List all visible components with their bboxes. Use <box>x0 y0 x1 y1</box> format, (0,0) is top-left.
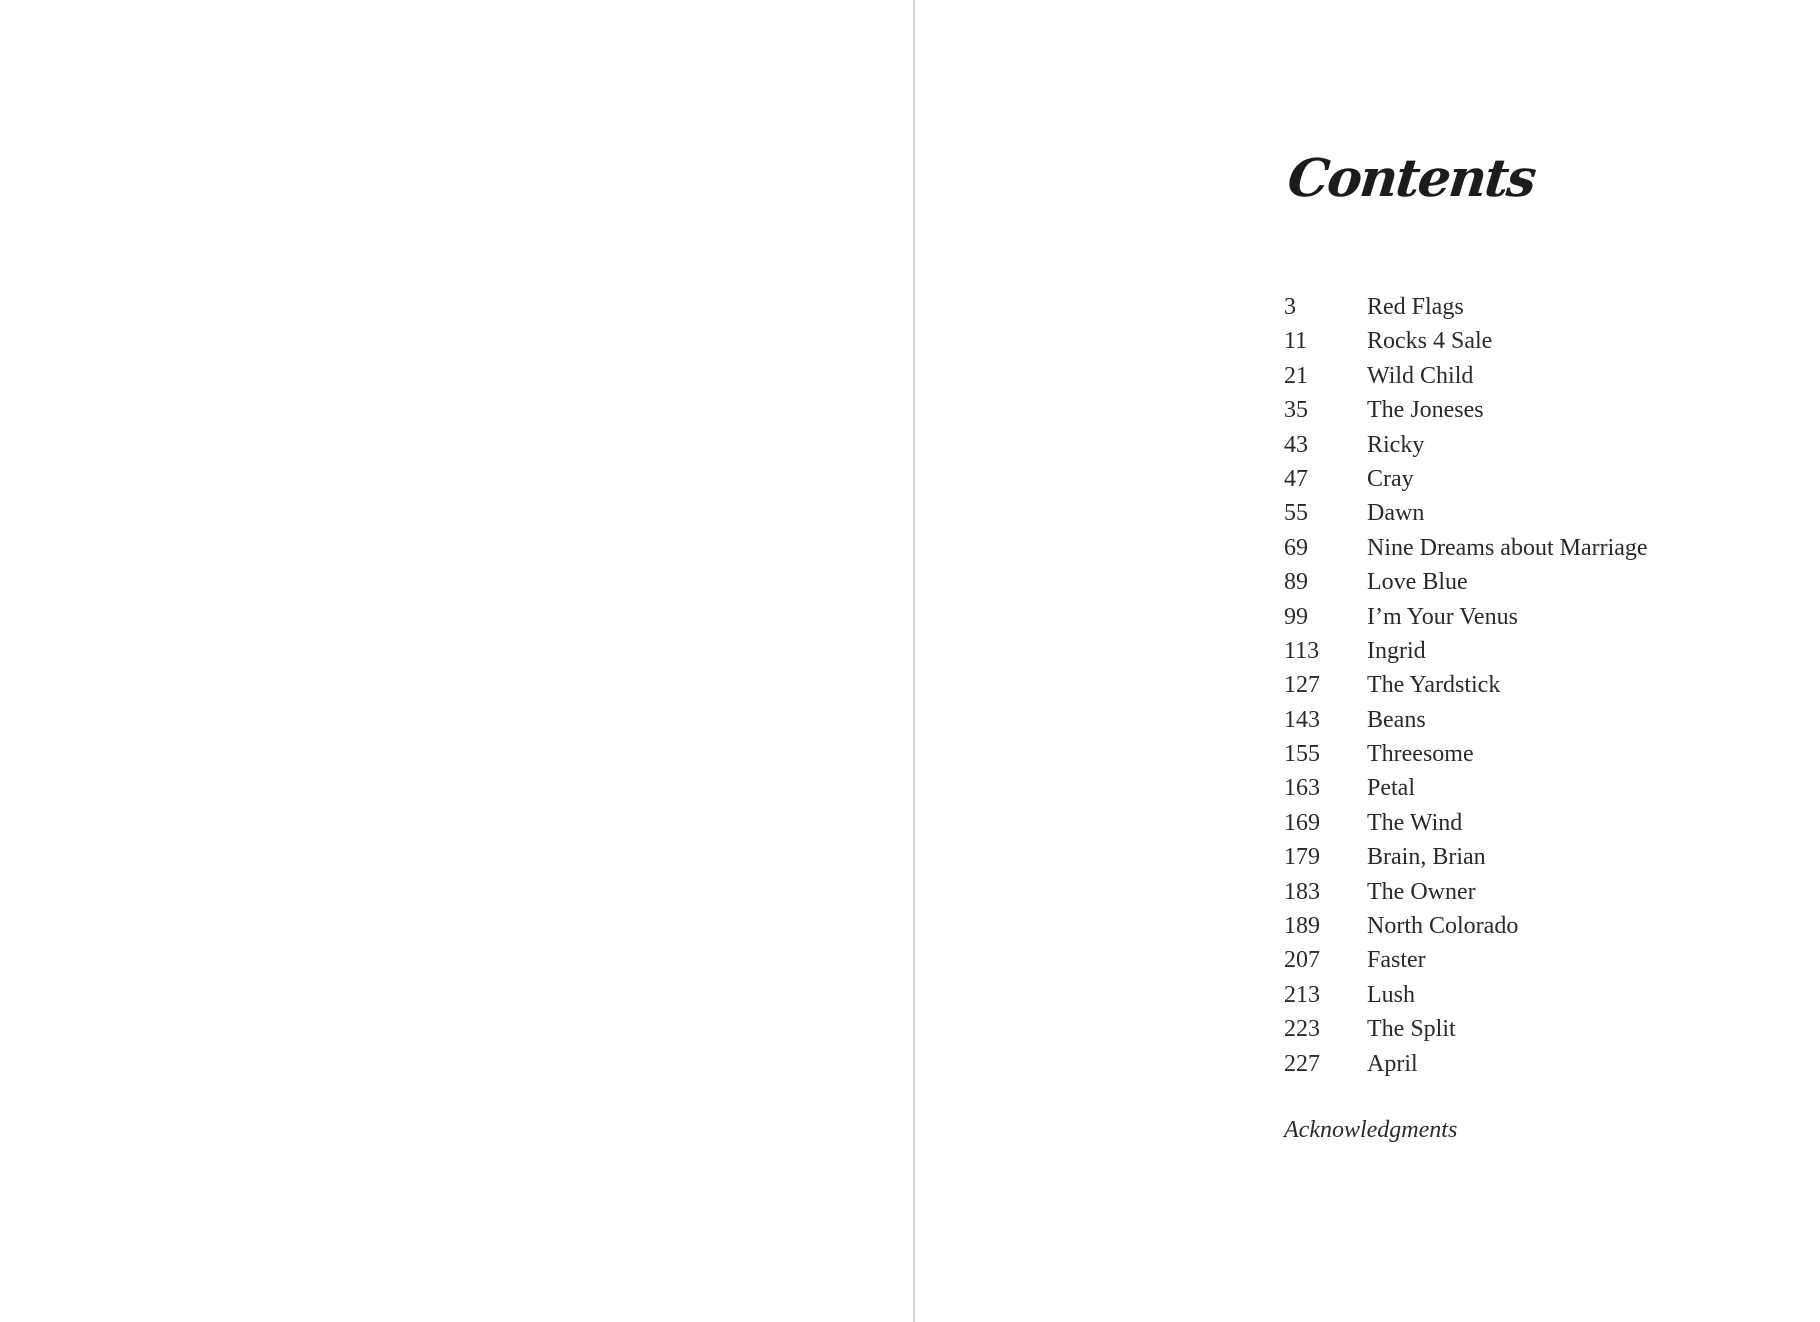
contents-entry[interactable] <box>1284 771 1804 805</box>
contents-entry-page-number: 189 <box>1284 913 1320 940</box>
contents-entry[interactable] <box>1284 806 1804 840</box>
contents-entry-page-number: 143 <box>1284 706 1320 733</box>
contents-entry[interactable] <box>1284 428 1804 462</box>
table-of-contents <box>1284 140 1804 1144</box>
contents-entry-title: Ingrid <box>1367 637 1426 664</box>
contents-entry-title: Threesome <box>1367 741 1474 768</box>
contents-entry-title: Beans <box>1367 706 1426 733</box>
contents-entry-title: Nine Dreams about Marriage <box>1367 534 1648 561</box>
contents-entry-title: The Wind <box>1367 809 1463 836</box>
contents-entry-title: Lush <box>1367 981 1415 1008</box>
contents-entry-title: Faster <box>1367 947 1426 974</box>
contents-entry-page-number: 163 <box>1284 775 1320 802</box>
contents-entry[interactable] <box>1284 565 1804 599</box>
contents-entry[interactable] <box>1284 978 1804 1012</box>
contents-entry[interactable] <box>1284 531 1804 565</box>
contents-entry-title: Rocks 4 Sale <box>1367 328 1493 355</box>
acknowledgments-entry[interactable]: Acknowledgments <box>1284 1116 1458 1143</box>
contents-entry-title: Petal <box>1367 775 1415 802</box>
contents-entry-title: The Split <box>1367 1016 1456 1043</box>
contents-entry[interactable] <box>1284 875 1804 909</box>
contents-entry[interactable] <box>1284 600 1804 634</box>
contents-entry-page-number: 169 <box>1284 809 1320 836</box>
contents-entry-title: Red Flags <box>1367 294 1464 320</box>
contents-entry-title: The Yardstick <box>1367 672 1501 699</box>
contents-entry-title: The Joneses <box>1367 397 1484 424</box>
contents-entry-title: I’m Your Venus <box>1367 603 1518 630</box>
contents-entry[interactable] <box>1284 668 1804 702</box>
contents-entry-page-number: 113 <box>1284 637 1320 664</box>
contents-entry-page-number: 35 <box>1284 397 1308 424</box>
contents-entry-page-number: 183 <box>1284 878 1320 905</box>
contents-entry-page-number: 47 <box>1284 465 1308 492</box>
contents-entry-title: The Owner <box>1367 878 1476 905</box>
contents-entry-title: North Colorado <box>1367 913 1519 940</box>
contents-heading: Contents <box>1284 148 1538 209</box>
contents-entry-page-number: 155 <box>1284 741 1320 768</box>
contents-entry-page-number: 43 <box>1284 431 1308 458</box>
contents-entry[interactable] <box>1284 703 1804 737</box>
contents-entry-title: Wild Child <box>1367 362 1474 389</box>
contents-entry-page-number: 3 <box>1284 294 1296 320</box>
contents-entry-page-number: 127 <box>1284 672 1320 699</box>
contents-entry[interactable] <box>1284 324 1804 358</box>
contents-entry-page-number: 69 <box>1284 534 1308 561</box>
contents-entry-page-number: 55 <box>1284 500 1308 527</box>
contents-entry-page-number: 223 <box>1284 1016 1320 1043</box>
contents-entry-page-number: 179 <box>1284 844 1320 871</box>
contents-entry-title: Cray <box>1367 465 1414 492</box>
contents-entry-title: Dawn <box>1367 500 1425 527</box>
contents-entry[interactable] <box>1284 909 1804 943</box>
contents-entry-title: Love Blue <box>1367 569 1468 596</box>
contents-entry[interactable] <box>1284 737 1804 771</box>
contents-entry-page-number: 21 <box>1284 362 1308 389</box>
contents-entry-page-number: 11 <box>1284 328 1308 355</box>
contents-entry[interactable] <box>1284 462 1804 496</box>
contents-entry-page-number: 207 <box>1284 947 1320 974</box>
contents-entry-title: Ricky <box>1367 431 1425 458</box>
contents-entry-page-number: 227 <box>1284 1050 1320 1077</box>
contents-entry[interactable] <box>1284 359 1804 393</box>
contents-entry[interactable] <box>1284 1012 1804 1046</box>
contents-entry-title: Brain, Brian <box>1367 844 1486 871</box>
contents-entry[interactable] <box>1284 943 1804 977</box>
contents-entry-page-number: 213 <box>1284 981 1320 1008</box>
contents-entry[interactable] <box>1284 1047 1804 1081</box>
contents-entry[interactable] <box>1284 634 1804 668</box>
contents-entry-title: April <box>1367 1050 1418 1077</box>
contents-entry[interactable] <box>1284 496 1804 530</box>
contents-entry[interactable] <box>1284 290 1804 324</box>
contents-entry-page-number: 99 <box>1284 603 1308 630</box>
contents-entry[interactable] <box>1284 393 1804 427</box>
contents-entry[interactable] <box>1284 840 1804 874</box>
contents-list <box>1284 290 1804 1081</box>
contents-entry-page-number: 89 <box>1284 569 1308 596</box>
